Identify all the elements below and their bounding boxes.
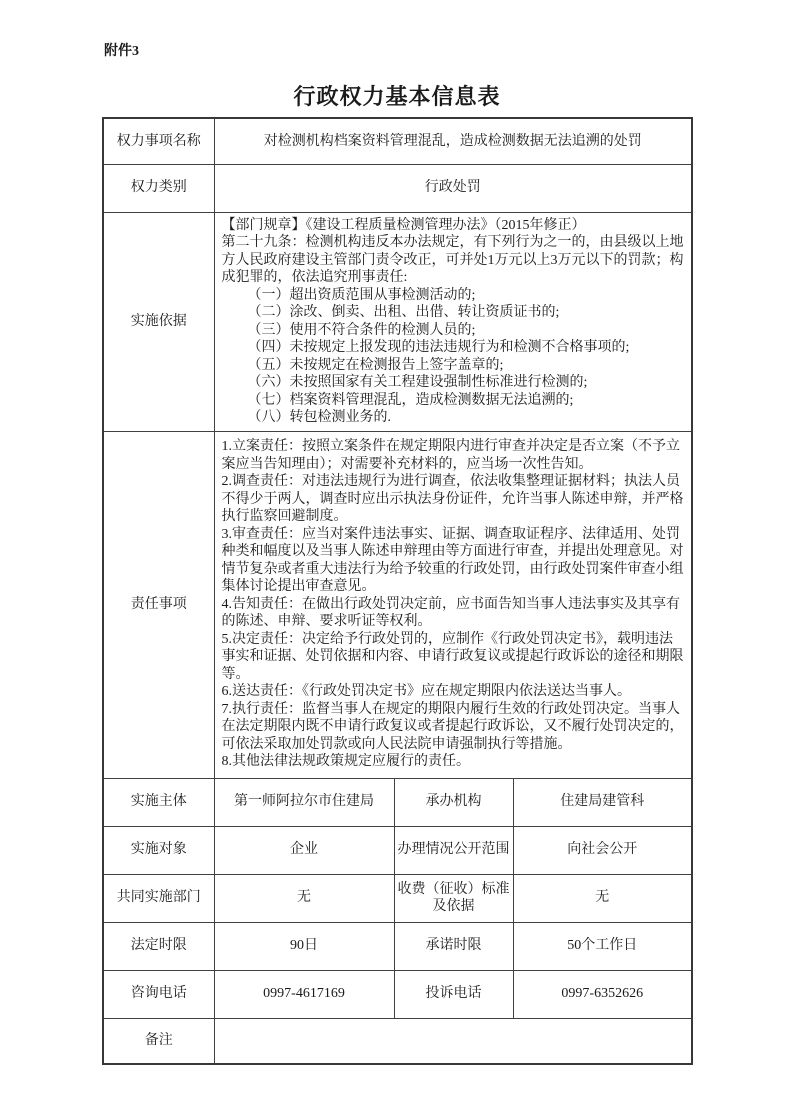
text-line: （二）涂改、倒卖、出租、出借、转让资质证书的; xyxy=(247,305,560,320)
text-line: （五）未按规定在检测报告上签字盖章的; xyxy=(247,357,504,373)
table-row xyxy=(103,164,692,212)
target-label: 实施对象 xyxy=(103,826,214,874)
joint-department-value: 无 xyxy=(214,874,394,922)
legal-time-limit-value: 90日 xyxy=(214,922,394,970)
text-line: 8.其他法律法规政策规定应履行的责任。 xyxy=(221,754,470,770)
consult-phone-value: 0997-4617169 xyxy=(214,970,394,1018)
table-row xyxy=(103,212,692,431)
responsibility-items xyxy=(222,438,685,771)
disclosure-scope-value: 向社会公开 xyxy=(513,826,692,874)
text-line: （三）使用不符合条件的检测人员的; xyxy=(247,322,476,338)
remark-label: 备注 xyxy=(103,1018,214,1064)
implementation-basis-content xyxy=(214,212,692,431)
text-line: 【部门规章】《建设工程质量检测管理办法》（2015年修正） xyxy=(221,217,586,233)
table-row xyxy=(103,431,692,778)
text-line: （一）超出资质范围从事检测活动的; xyxy=(247,287,476,303)
text-line: （八）转包检测业务的. xyxy=(247,410,391,425)
responsibility-label: 责任事项 xyxy=(103,431,214,778)
text-line: 3.审查责任：应当对案件违法事实、证据、调查取证程序、法律适用、处罚种类和幅度以及当事人陈述申辩理由等方面进行审查，并提出处理意见。对情节复杂或者重大违法行为给予较重的行政处罚，由行政处罚案件审查小组集体讨论提出审查意见。 xyxy=(221,526,684,595)
responsibility-content xyxy=(214,431,692,778)
basis-paragraphs xyxy=(222,217,685,287)
table-row xyxy=(103,778,692,826)
attachment-label: 附件3 xyxy=(104,44,139,59)
text-line: 7.执行责任：监督当事人在规定的期限内履行生效的行政处罚决定。当事人在法定期限内既不申请行政复议或者提起行政诉讼，又不履行处罚决定的，可依法采取加处罚款或向人民法院申请强制执行等措施。 xyxy=(221,701,684,752)
complaint-phone-label: 投诉电话 xyxy=(394,970,513,1018)
table-row xyxy=(103,118,692,164)
text-line: 1.立案责任：按照立案条件在规定期限内进行审查并决定是否立案（不予立案应当告知理由）；对需要补充材料的，应当场一次性告知。 xyxy=(221,439,680,472)
page-title: 行政权力基本信息表 xyxy=(293,84,501,109)
power-category-value: 行政处罚 xyxy=(214,164,692,212)
text-line: 2.调查责任：对违法违规行为进行调查，依法收集整理证据材料；执法人员不得少于两人，调查时应出示执法身份证件，允许当事人陈述申辩，并严格执行监察回避制度。 xyxy=(221,474,684,525)
implementation-basis-label: 实施依据 xyxy=(103,212,214,431)
fee-standard-value: 无 xyxy=(513,874,692,922)
text-line: 第二十九条：检测机构违反本办法规定，有下列行为之一的，由县级以上地方人民政府建设主管部门责令改正，可并处1万元以上3万元以下的罚款；构成犯罪的，依法追究刑事责任: xyxy=(221,235,684,285)
power-item-name-label: 权力事项名称 xyxy=(103,118,214,164)
power-category-label: 权力类别 xyxy=(103,164,214,212)
text-line: （六）未按照国家有关工程建设强制性标准进行检测的; xyxy=(247,375,588,390)
disclosure-scope-label: 办理情况公开范围 xyxy=(394,826,513,874)
handling-agency-label: 承办机构 xyxy=(394,778,513,826)
remark-value xyxy=(214,1018,692,1064)
promised-time-limit-label: 承诺时限 xyxy=(394,922,513,970)
text-line: 6.送达责任：《行政处罚决定书》应在规定期限内依法送达当事人。 xyxy=(221,684,631,700)
text-line: 4.告知责任：在做出行政处罚决定前，应书面告知当事人违法事实及其享有的陈述、申辩、要求听证等权利。 xyxy=(221,596,680,630)
fee-standard-label: 收费（征收）标准及依据 xyxy=(394,874,513,922)
text-line: 5.决定责任：决定给予行政处罚的，应制作《行政处罚决定书》，载明违法事实和证据、处罚依据和内容、申请行政复议或提起行政诉讼的途径和期限等。 xyxy=(221,631,684,682)
promised-time-limit-value: 50个工作日 xyxy=(513,922,692,970)
implementer-value: 第一师阿拉尔市住建局 xyxy=(214,778,394,826)
consult-phone-label: 咨询电话 xyxy=(103,970,214,1018)
table-row xyxy=(103,874,692,922)
joint-department-label: 共同实施部门 xyxy=(103,874,214,922)
table-row xyxy=(103,826,692,874)
legal-time-limit-label: 法定时限 xyxy=(103,922,214,970)
implementer-label: 实施主体 xyxy=(103,778,214,826)
basis-items xyxy=(222,287,685,427)
complaint-phone-value: 0997-6352626 xyxy=(513,970,692,1018)
table-row xyxy=(103,970,692,1018)
target-value: 企业 xyxy=(214,826,394,874)
table-row xyxy=(103,922,692,970)
handling-agency-value: 住建局建管科 xyxy=(513,778,692,826)
text-line: （四）未按规定上报发现的违法违规行为和检测不合格事项的; xyxy=(247,340,630,355)
power-item-name-value: 对检测机构档案资料管理混乱，造成检测数据无法追溯的处罚 xyxy=(214,118,692,164)
text-line: （七）档案资料管理混乱，造成检测数据无法追溯的; xyxy=(247,392,574,408)
info-table xyxy=(102,117,693,1065)
table-row xyxy=(103,1018,692,1064)
